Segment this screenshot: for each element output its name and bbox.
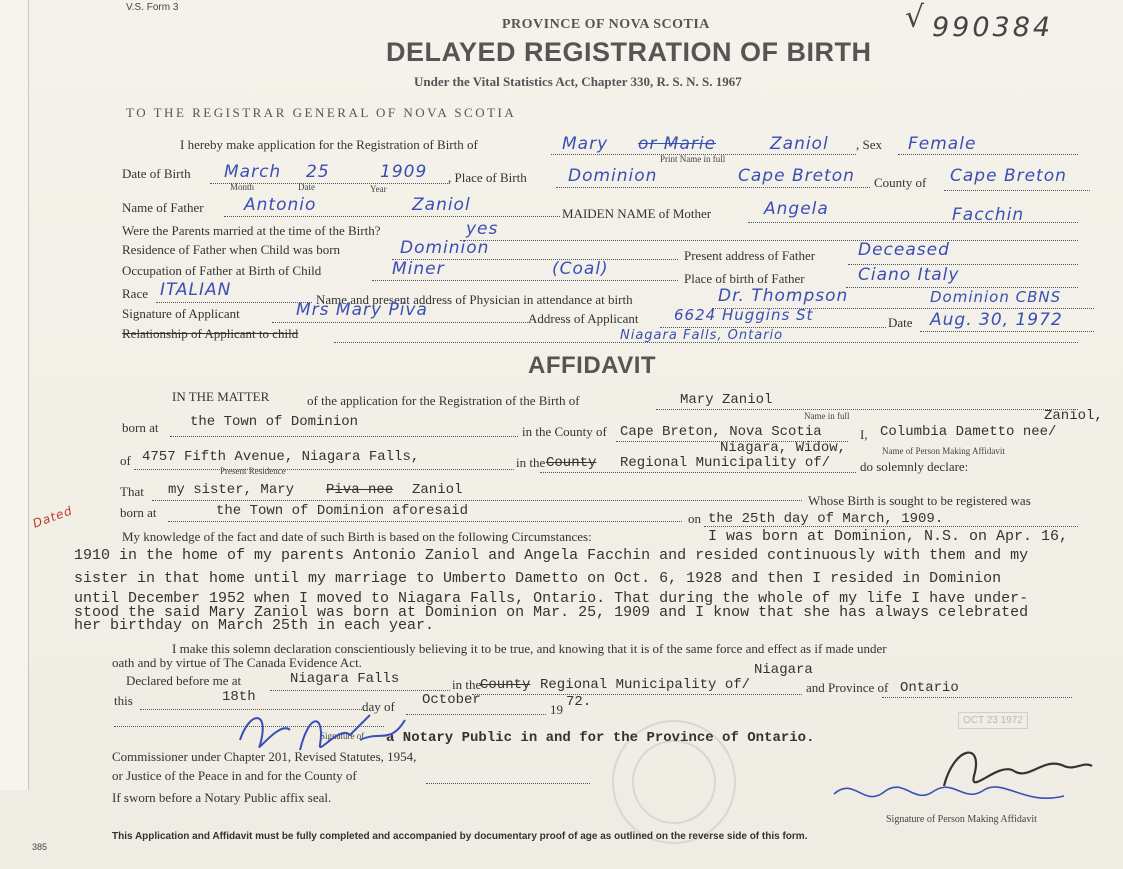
circumstances-line4: until December 1952 when I moved to Niagara Falls, Ontario. That during the whole of my life I have under- [74,590,1029,607]
affiant-name-line1: Columbia Dametto nee/ [880,424,1057,440]
declared-county-struck: County [480,677,531,693]
circumstances-line5: stood the said Mary Zaniol was born at Dominion on Mar. 25, 1909 and I know that she has always celebrated [74,604,1029,621]
affiant-residence: 4757 Fifth Avenue, Niagara Falls, [142,449,420,465]
affidavit-subject-name: Mary Zaniol [680,392,773,408]
affiant-signature-scrawl [824,736,1104,814]
application-date: Aug. 30, 1972 [930,310,1063,330]
county-of-label: in the County of [522,424,607,439]
applicant-address: 6624 Huggins St [674,306,814,324]
affiant-caption: Name of Person Making Affidavit [882,446,1005,456]
father-first: Antonio [244,195,317,215]
matter-lead: IN THE MATTER [172,389,270,404]
married-value: yes [466,219,499,239]
dob-month: March [224,162,282,182]
document-title: DELAYED REGISTRATION OF BIRTH [386,37,872,67]
name-in-full-caption: Name in full [804,411,850,421]
signature-label: Signature of Applicant [122,306,240,321]
county-label: County of [874,175,927,190]
declared-label: Declared before me at [126,673,242,688]
of-label: of [120,453,131,468]
registration-number: 990384 [932,12,1054,43]
place-county-text: Cape Breton [738,166,855,186]
race-value: ITALIAN [160,280,232,300]
dob-label: Date of Birth [122,166,191,181]
attached-slip-edge [0,0,29,790]
date-label: Date [888,315,913,330]
document-subtitle: Under the Vital Statistics Act, Chapter 330, R. S. N. S. 1967 [414,74,742,89]
that-text-1: my sister, Mary [168,482,295,498]
occupation-value: Miner [392,259,445,279]
i-label: I, [860,427,868,442]
circumstances-line3: sister in that home until my marriage to Umberto Dametto on Oct. 6, 1928 and then I resided in Dominion [74,570,1002,587]
that-text-2: Zaniol [412,482,463,498]
affiant-municipality: Regional Municipality of/ [620,455,831,471]
circumstances-line1: I was born at Dominion, N.S. on Apr. 16, [708,528,1069,545]
declared-month: October [422,692,481,708]
father-last: Zaniol [412,195,471,215]
matter-label: of the application for the Registration of the Birth of [307,393,580,408]
footer-note: This Application and Affidavit must be fully completed and accompanied by documentary proof of age as outlined on the reverse side of this form. [112,831,808,842]
name-last: Zaniol [770,134,829,154]
this-label: this [114,693,133,708]
born-at-value: the Town of Dominion [190,414,359,430]
commissioner-text: Commissioner under Chapter 201, Revised Statutes, 1954, [112,749,417,764]
declared-region: Regional Municipality of/ [540,677,751,693]
dob-year: 1909 [380,162,428,182]
signature-of-caption: Signature of [320,731,365,741]
county-struck: County [546,455,597,471]
present-address-value: Deceased [858,240,950,260]
occupation-note: (Coal) [552,259,609,279]
margin-note: Dated [30,503,75,531]
present-address-label: Present address of Father [684,248,816,263]
seal-note: If sworn before a Notary Public affix seal. [112,790,332,805]
race-label: Race [122,286,148,301]
application-intro-label: I hereby make application for the Registration of Birth of [180,137,478,152]
name-struck: or Marie [638,134,717,154]
declare-label: do solemnly declare: [860,459,969,474]
born-at-label: born at [122,420,159,435]
residence-label: Residence of Father when Child was born [122,242,341,257]
year-prefix: 19 [550,702,563,717]
mother-last: Facchin [952,205,1025,225]
check-mark: √ [905,0,926,35]
notary-title: a Notary Public in and for the Province of Ontario. [386,730,815,746]
that-text-struck: Piva nee [326,482,394,498]
applicant-city: Niagara Falls, Ontario [620,328,784,343]
footer-code: 385 [32,842,48,852]
circumstances-line2: 1910 in the home of my parents Antonio Zaniol and Angela Facchin and resided continuously with them and my [74,547,1029,564]
sex-label: , Sex [856,137,882,152]
name-first: Mary [562,134,609,154]
solemn-line2: oath and by virtue of The Canada Evidence Act. [112,655,362,670]
on-label: on [688,511,701,526]
physician-address: Dominion CBNS [930,288,1062,306]
print-name-caption: Print Name in full [660,154,726,164]
whose-birth-label: Whose Birth is sought to be registered was [808,493,1031,508]
circumstances-line6: her birthday on March 25th in each year. [74,617,435,634]
father-birthplace-label: Place of birth of Father [684,271,805,286]
present-residence-caption: Present Residence [220,466,286,476]
declared-region-top: Niagara [754,662,813,678]
affiant-signature-caption: Signature of Person Making Affidavit [886,814,1037,825]
year-caption: Year [370,184,387,194]
father-label: Name of Father [122,200,204,215]
declared-day: 18th [222,689,256,705]
declared-in-the: in the [452,677,482,692]
solemn-line1: I make this solemn declaration conscientiously believing it to be true, and knowing that it is of the same force and effect as if made under [172,641,887,656]
dob-date: 25 [306,162,330,182]
month-caption: Month [230,182,255,192]
father-birthplace-value: Ciano Italy [858,265,960,285]
physician-name: Dr. Thompson [718,286,849,306]
affidavit-title: AFFIDAVIT [528,352,657,379]
mother-first: Angela [764,199,829,219]
form-id: V.S. Form 3 [126,2,179,13]
mother-label: MAIDEN NAME of Mother [562,206,712,221]
date-caption: Date [298,182,315,192]
county-value: Cape Breton [950,166,1067,186]
born-on-value: the 25th day of March, 1909. [708,511,944,527]
justice-text: or Justice of the Peace in and for the County of [112,768,357,783]
occupation-label: Occupation of Father at Birth of Child [122,263,322,278]
born-at-2-label: born at [120,505,157,520]
that-label: That [120,484,144,499]
physician-label: Name and present address of Physician in attendance at birth [316,292,633,307]
province-label: and Province of [806,680,889,695]
affiant-name-top: Zaniol, [1044,408,1103,424]
married-label: Were the Parents married at the time of the Birth? [122,223,381,238]
declared-province: Ontario [900,680,959,696]
date-received-stamp: OCT 23 1972 [958,712,1028,729]
residence-value: Dominion [400,238,490,258]
affidavit-county-value: Cape Breton, Nova Scotia [620,424,822,440]
relationship-label-struck: Relationship of Applicant to child [122,326,299,341]
in-the-label: in the [516,455,546,470]
applicant-signature: Mrs Mary Piva [296,300,428,320]
affiant-name-line2: Niagara, Widow, [720,440,847,456]
province-heading: PROVINCE OF NOVA SCOTIA [502,17,710,32]
knowledge-label: My knowledge of the fact and date of such Birth is based on the following Circumstances: [122,529,592,544]
day-of-label: day of [362,699,395,714]
declared-year: 72. [566,694,592,710]
addressee: TO THE REGISTRAR GENERAL OF NOVA SCOTIA [126,105,517,120]
affiant-signature [824,736,1104,814]
notary-seal-inner [632,740,716,824]
born-at-2-value: the Town of Dominion aforesaid [216,503,469,519]
address-label: Address of Applicant [528,311,639,326]
sex-value: Female [908,134,977,154]
declared-at: Niagara Falls [290,671,400,687]
place-of-birth-label: , Place of Birth [448,170,527,185]
place-town: Dominion [568,166,658,186]
